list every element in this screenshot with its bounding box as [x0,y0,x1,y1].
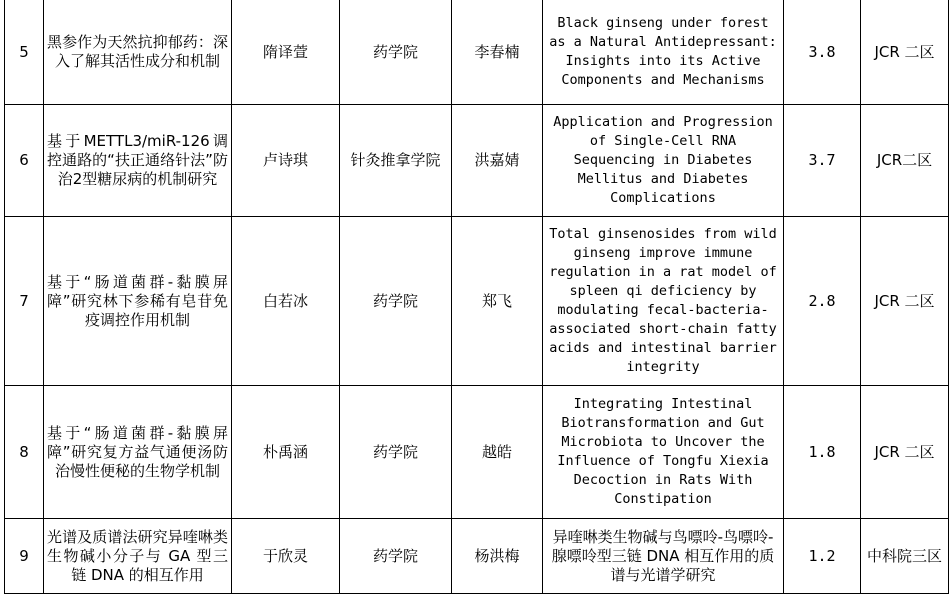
impact-factor: 3.8 [784,0,861,105]
student-name: 隋译萱 [232,0,340,105]
row-number: 7 [5,217,44,386]
advisor-name: 杨洪梅 [452,519,543,594]
project-title: 黑参作为天然抗抑郁药：深入了解其活性成分和机制 [44,0,232,105]
table-row [5,105,949,217]
project-title: 光谱及质谱法研究异喹啉类生物碱小分子与 GA 型三链 DNA 的相互作用 [44,519,232,594]
paper-title: Total ginsenosides from wild ginseng improve immune regulation in a rat model of spleen qi deficiency by modulating fecal-bacteria-associated short-chain fatty acids and intestinal barrier integrity [543,217,784,386]
table-row [5,519,949,594]
school-name: 药学院 [340,217,452,386]
table-row [5,0,949,105]
row-number: 8 [5,386,44,519]
school-name: 药学院 [340,386,452,519]
journal-category: JCR二区 [861,105,949,217]
student-name: 朴禹涵 [232,386,340,519]
project-title: 基于“肠道菌群-黏膜屏障”研究林下参稀有皂苷免疫调控作用机制 [44,217,232,386]
table-row [5,217,949,386]
journal-category: 中科院三区 [861,519,949,594]
student-name: 白若冰 [232,217,340,386]
row-number: 6 [5,105,44,217]
advisor-name: 郑飞 [452,217,543,386]
paper-title: Black ginseng under forest as a Natural Antidepressant: Insights into its Active Components and Mechanisms [543,0,784,105]
table-row [5,386,949,519]
paper-title: 异喹啉类生物碱与鸟嘌呤-鸟嘌呤-腺嘌呤型三链 DNA 相互作用的质谱与光谱学研究 [543,519,784,594]
impact-factor: 1.8 [784,386,861,519]
row-number: 5 [5,0,44,105]
advisor-name: 洪嘉婧 [452,105,543,217]
impact-factor: 3.7 [784,105,861,217]
journal-category: JCR 二区 [861,217,949,386]
student-name: 于欣灵 [232,519,340,594]
advisor-name: 李春楠 [452,0,543,105]
achievement-table [4,0,949,594]
impact-factor: 1.2 [784,519,861,594]
project-title: 基于METTL3/miR-126调控通路的“扶正通络针法”防治2型糖尿病的机制研究 [44,105,232,217]
journal-category: JCR 二区 [861,386,949,519]
advisor-name: 越皓 [452,386,543,519]
school-name: 药学院 [340,0,452,105]
student-name: 卢诗琪 [232,105,340,217]
school-name: 药学院 [340,519,452,594]
paper-title: Application and Progression of Single-Cell RNA Sequencing in Diabetes Mellitus and Diabetes Complications [543,105,784,217]
paper-title: Integrating Intestinal Biotransformation and Gut Microbiota to Uncover the Influence of Tongfu Xiexia Decoction in Rats With Constipation [543,386,784,519]
project-title: 基于“肠道菌群-黏膜屏障”研究复方益气通便汤防治慢性便秘的生物学机制 [44,386,232,519]
impact-factor: 2.8 [784,217,861,386]
row-number: 9 [5,519,44,594]
school-name: 针灸推拿学院 [340,105,452,217]
journal-category: JCR 二区 [861,0,949,105]
